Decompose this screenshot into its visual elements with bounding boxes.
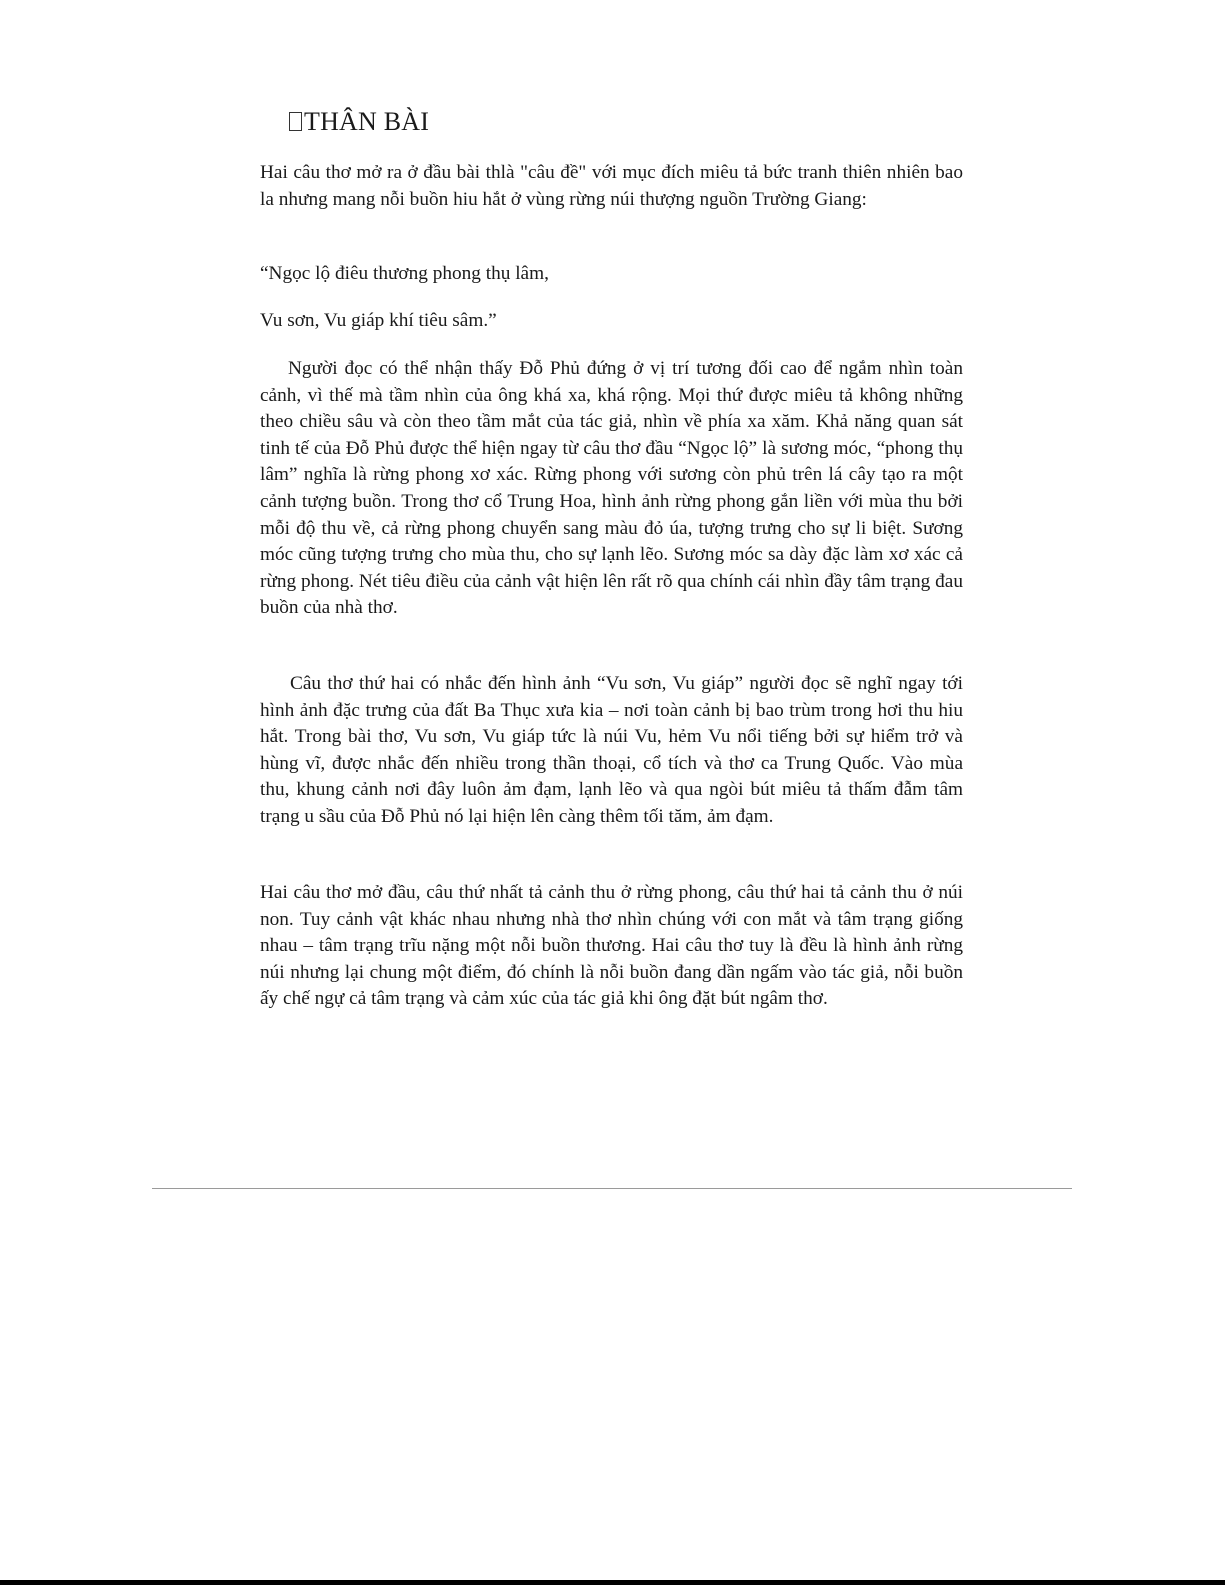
intro-paragraph: Hai câu thơ mở ra ở đầu bài thlà "câu đề" với mục đích miêu tả bức tranh thiên nhiên bao la nhưng mang nỗi buồn hiu hắt ở vùng rừng núi thượng nguồn Trường Giang: xyxy=(260,162,963,210)
section-heading-text: THÂN BÀI xyxy=(304,107,430,136)
missing-glyph-icon xyxy=(289,112,302,131)
verse-line-2: Vu sơn, Vu giáp khí tiêu sâm.” xyxy=(260,310,497,331)
analysis-paragraph-1: Người đọc có thể nhận thấy Đỗ Phủ đứng ở vị trí tương đối cao để ngắm nhìn toàn cảnh, vì thế mà tầm nhìn của ông khá xa, khá rộng. Mọi thứ được miêu tả không những theo chiều sâu và còn theo tầm mắt của tác giả, nhìn về phía xa xăm. Khả năng quan sát tinh tế của Đỗ Phủ được thể hiện ngay từ câu thơ đầu “Ngọc lộ” là sương móc, “phong thụ lâm” nghĩa là rừng phong xơ xác. Rừng phong với sương còn phủ trên lá cây tạo ra một cảnh tượng buồn. Trong thơ cổ Trung Hoa, hình ảnh rừng phong gắn liền với mùa thu bởi mỗi độ thu về, cả rừng phong chuyển sang màu đỏ úa, tượng trưng cho sự li biệt. Sương móc cũng tượng trưng cho mùa thu, cho sự lạnh lẽo. Sương móc sa dày đặc làm xơ xác cả rừng phong. Nét tiêu điều của cảnh vật hiện lên rất rõ qua chính cái nhìn đầy tâm trạng đau buồn của nhà thơ. xyxy=(260,358,963,619)
conclusion-paragraph: Hai câu thơ mở đầu, câu thứ nhất tả cảnh thu ở rừng phong, câu thứ hai tả cảnh thu ở núi non. Tuy cảnh vật khác nhau nhưng nhà thơ nhìn chúng với con mắt và tâm trạng giống nhau – tâm trạng trĩu nặng một nỗi buồn thương. Hai câu thơ tuy là đều là hình ảnh rừng núi nhưng lại chung một điểm, đó chính là nỗi buồn đang dần ngấm vào tác giả, nỗi buồn ấy chế ngự cả tâm trạng và cảm xúc của tác giả khi ông đặt bút ngâm thơ. xyxy=(260,882,963,1010)
analysis-paragraph-2: Câu thơ thứ hai có nhắc đến hình ảnh “Vu sơn, Vu giáp” người đọc sẽ nghĩ ngay tới hình ảnh đặc trưng của đất Ba Thục xưa kia – nơi toàn cảnh bị bao trùm trong hơi thu hiu hắt. Trong bài thơ, Vu sơn, Vu giáp tức là núi Vu, hẻm Vu nổi tiếng bởi sự hiểm trở và hùng vĩ, được nhắc đến nhiều trong thần thoại, cổ tích và thơ ca Trung Quốc. Vào mùa thu, khung cảnh nơi đây luôn ảm đạm, lạnh lẽo và qua ngòi bút miêu tả thấm đẫm tâm trạng u sầu của Đỗ Phủ nó lại hiện lên càng thêm tối tăm, ảm đạm. xyxy=(260,673,963,827)
page-divider xyxy=(152,1188,1072,1189)
verse-line-1: “Ngọc lộ điêu thương phong thụ lâm, xyxy=(260,263,549,284)
section-heading xyxy=(289,106,429,138)
bottom-edge-bar xyxy=(0,1580,1225,1585)
